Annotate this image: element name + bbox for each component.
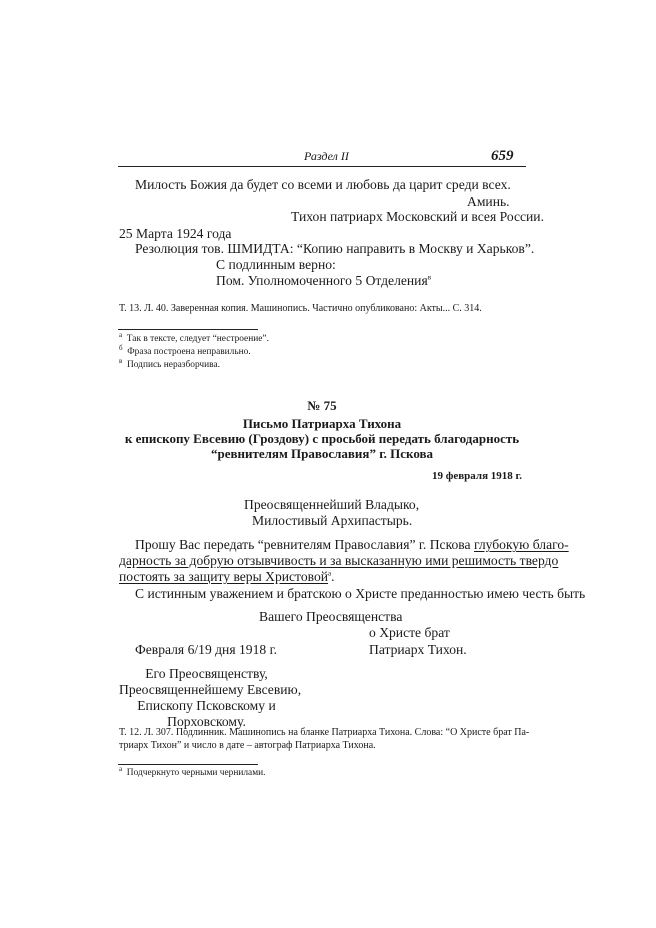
footnote-rule-2 xyxy=(118,764,258,765)
footnote-mark: б xyxy=(119,343,123,352)
verified-line: С подлинным верно: xyxy=(216,257,336,272)
document-title-line: “ревнителям Православия” г. Пскова xyxy=(210,446,434,461)
archival-source-line: Т. 12. Л. 307. Подлинник. Машинопись на бланке Патриарха Тихона. Слова: “О Христе брат Па- xyxy=(119,727,530,738)
address-line: Его Преосвященству, xyxy=(145,666,268,681)
footnote-text: Подчеркнуто черными чернилами. xyxy=(126,768,266,778)
footnote-text: Подпись неразборчива. xyxy=(127,360,220,370)
footnote-mark: в xyxy=(119,356,123,365)
underlined-text: постоять за защиту веры Христовой xyxy=(119,569,329,584)
footnote-mark-a: а xyxy=(328,569,332,578)
underlined-text: глубокую благо- xyxy=(473,537,569,552)
address-line: Порховскому. xyxy=(167,714,246,729)
footnote-mark: а xyxy=(119,764,123,773)
address-line: Епископу Псковскому и xyxy=(137,698,276,713)
signature-line: Тихон патриарх Московский и всея России. xyxy=(291,209,544,224)
footnote-item xyxy=(119,330,269,344)
body-text: . xyxy=(331,569,335,584)
body-text: Прошу Вас передать “ревнителям Православия” г. Пскова xyxy=(135,537,474,552)
blessing-line: Милость Божия да будет со всеми и любовь да царит среди всех. xyxy=(135,177,511,192)
footnote-mark-v: в xyxy=(427,273,432,282)
footnote-text: Фраза построена неправильно. xyxy=(127,347,251,357)
archival-source-prev: Т. 13. Л. 40. Заверенная копия. Машинопись. Частично опубликовано: Акты... С. 314. xyxy=(119,303,482,314)
address-line: Преосвященнейшему Евсевию, xyxy=(119,682,302,697)
archival-source-line: триарх Тихон” и число в дате – автограф Патриарха Тихона. xyxy=(119,740,376,751)
salutation-line: Преосвященнейший Владыко, xyxy=(244,497,420,512)
prev-letter-date: 25 Марта 1924 года xyxy=(119,226,232,241)
date-line: Февраля 6/19 дня 1918 г. xyxy=(135,642,278,657)
document-title-line: Письмо Патриарха Тихона xyxy=(242,416,402,431)
footnote-text: Так в тексте, следует “нестроение”. xyxy=(126,334,269,344)
amen-line: Аминь. xyxy=(467,194,510,209)
body-line: С истинным уважением и братскою о Христе преданностью имею честь быть xyxy=(135,586,586,601)
footnote-item xyxy=(119,356,220,370)
closing-line: Патриарх Тихон. xyxy=(369,642,467,657)
body-line xyxy=(119,568,335,586)
footnote-mark: а xyxy=(119,330,123,339)
closing-line: Вашего Преосвященства xyxy=(259,609,403,624)
document-number: № 75 xyxy=(307,398,337,413)
officer-text: Пом. Уполномоченного 5 Отделения xyxy=(216,273,428,288)
closing-line: о Христе брат xyxy=(369,625,450,640)
footnote-item xyxy=(119,343,251,357)
body-line-underlined: дарность за добрую отзывчивость и за высказанную ими решимость твердо xyxy=(119,553,559,568)
footnote-item xyxy=(119,764,266,778)
header-rule xyxy=(118,166,526,167)
footnote-rule-1 xyxy=(118,329,258,330)
document-title-line: к епископу Евсевию (Гроздову) с просьбой передать благодарность xyxy=(124,431,520,446)
officer-line xyxy=(216,272,431,290)
document-date: 19 февраля 1918 г. xyxy=(432,470,523,482)
page-number: 659 xyxy=(491,148,514,164)
salutation-line: Милостивый Архипастырь. xyxy=(252,513,413,528)
resolution-line: Резолюция тов. ШМИДТА: “Копию направить в Москву и Харьков”. xyxy=(135,241,535,256)
running-header-section: Раздел II xyxy=(304,149,349,163)
